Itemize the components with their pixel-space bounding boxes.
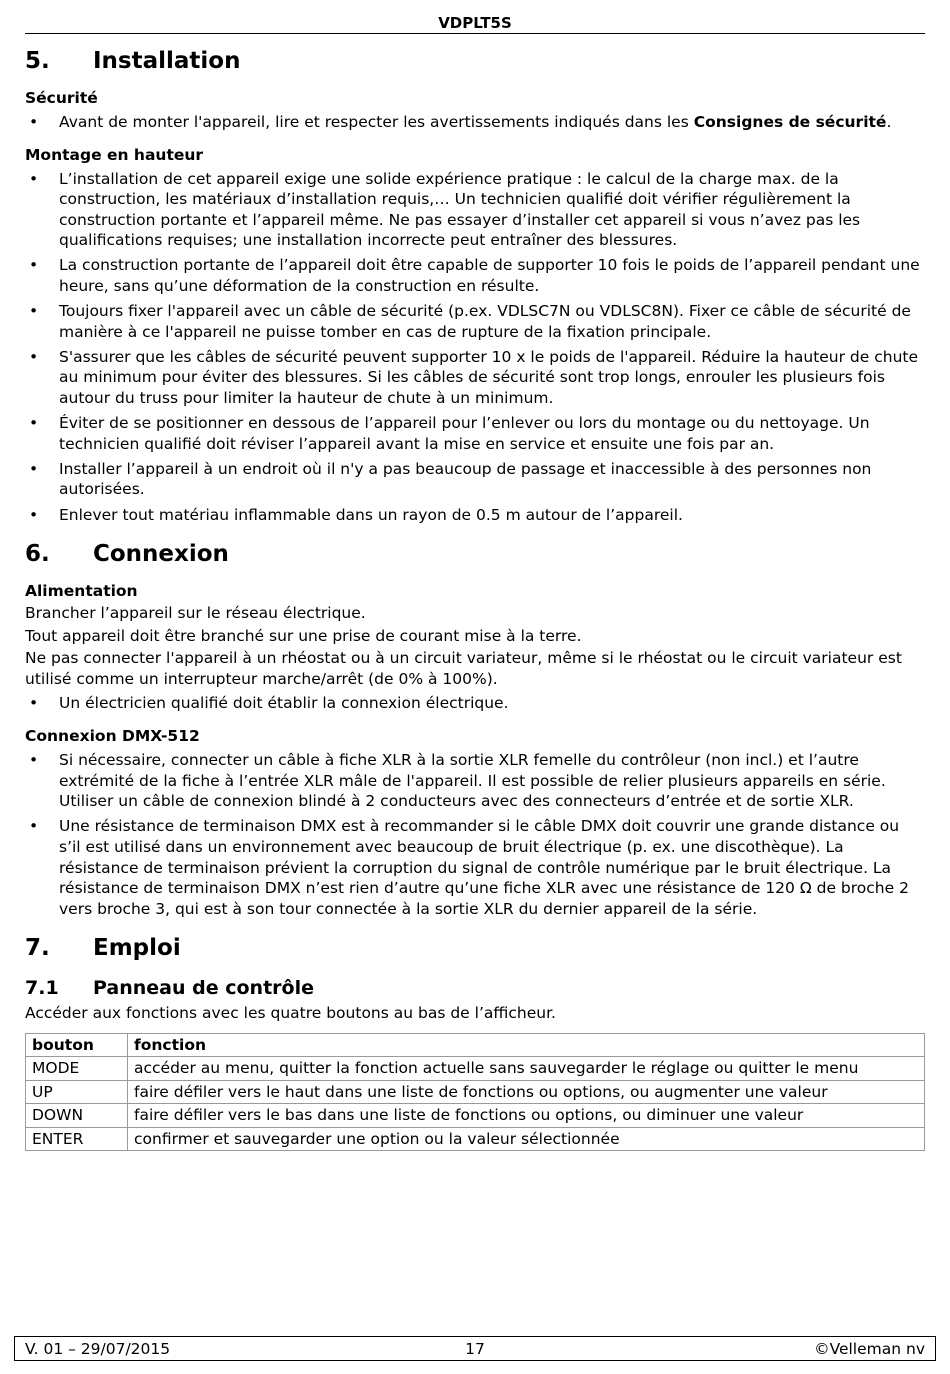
securite-list xyxy=(25,112,925,133)
subsection-title: Panneau de contrôle xyxy=(93,977,314,1000)
bullet-icon: • xyxy=(29,113,39,131)
list-item: • Si nécessaire, connecter un câble à fiche XLR à la sortie XLR femelle du contrôleur (non incl.) et l’autre extrémité de la fiche à l’entrée XLR mâle de l'appareil. Il est possible de relier plusieurs appareils en série. Utiliser un câble de connexion blindé à 2 conducteurs avec des connecteurs d’entrée et de sortie XLR. xyxy=(29,751,886,811)
section-number: 5. xyxy=(25,48,50,74)
paragraph: Brancher l’appareil sur le réseau électrique. xyxy=(25,604,366,623)
section-number: 6. xyxy=(25,541,50,568)
button-cell: ENTER xyxy=(26,1127,128,1151)
control-panel-table xyxy=(25,1033,925,1152)
section-title: Installation xyxy=(93,48,241,74)
document-model: VDPLT5S xyxy=(438,14,512,32)
list-item: • Éviter de se positionner en dessous de l’appareil pour l’enlever ou lors du montage ou du nettoyage. Un technicien qualifié doit réviser l’appareil avant la mise en service et ensuite une fois par an. xyxy=(29,414,870,453)
list-item: • Une résistance de terminaison DMX est à recommander si le câble DMX doit couvrir une grande distance ou s’il est utilisé dans un environnement avec beaucoup de bruit électrique (p. ex. une discothèque). La résistance de terminaison prévient la corruption du signal de contrôle numérique par le bruit électrique. La résistance de terminaison DMX n’est rien d’autre qu’une fiche XLR avec une résistance de 120 Ω de broche 2 vers broche 3, qui est à son tour connectée à la sortie XLR du dernier appareil de la série. xyxy=(29,817,909,918)
paragraph: Tout appareil doit être branché sur une prise de courant mise à la terre. xyxy=(25,626,582,645)
list-item: • Toujours fixer l'appareil avec un câble de sécurité (p.ex. VDLSC7N ou VDLSC8N). Fixer ce câble de sécurité de manière à ce l'appareil ne puisse tomber en cas de rupture de la fixation principale. xyxy=(29,302,911,341)
copyright: ©Velleman nv xyxy=(814,1340,925,1358)
section-7-heading xyxy=(25,931,925,965)
column-header: fonction xyxy=(128,1033,925,1057)
section-5-heading xyxy=(25,44,925,78)
paragraph: Accéder aux fonctions avec les quatre boutons au bas de l’afficheur. xyxy=(25,1004,556,1023)
paragraph: Ne pas connecter l'appareil à un rhéostat ou à un circuit variateur, même si le rhéostat ou le circuit variateur est utilisé comme un interrupteur marche/arrêt (de 0% à 100%). xyxy=(25,649,902,688)
bullet-icon: • xyxy=(29,256,39,275)
page-footer xyxy=(14,1336,936,1361)
bullet-icon: • xyxy=(29,347,39,366)
alimentation-heading: Alimentation xyxy=(25,582,138,601)
function-cell: faire défiler vers le bas dans une liste de fonctions ou options, ou diminuer une valeur xyxy=(128,1104,925,1128)
alimentation-list xyxy=(25,693,925,714)
button-cell: DOWN xyxy=(26,1104,128,1128)
column-header: bouton xyxy=(26,1033,128,1057)
bullet-icon: • xyxy=(29,169,39,188)
list-item: • Enlever tout matériau inflammable dans un rayon de 0.5 m autour de l’appareil. xyxy=(29,505,683,524)
function-cell: confirmer et sauvegarder une option ou la valeur sélectionnée xyxy=(128,1127,925,1151)
button-cell: UP xyxy=(26,1080,128,1104)
list-item: • S'assurer que les câbles de sécurité peuvent supporter 10 x le poids de l'appareil. Réduire la hauteur de chute au minimum pour éviter des blessures. Si les câbles de sécurité sont trop longs, enrouler les plusieurs fois autour du truss pour limiter la hauteur de chute à un minimum. xyxy=(29,347,919,408)
bullet-icon: • xyxy=(29,817,39,836)
bullet-icon: • xyxy=(29,505,39,524)
page-content xyxy=(25,42,925,1151)
section-title: Connexion xyxy=(93,541,229,568)
subsection-7-1-heading xyxy=(25,975,925,1001)
table-row xyxy=(26,1080,925,1104)
safety-instructions-ref: Consignes de sécurité xyxy=(693,113,887,131)
bullet-icon: • xyxy=(29,694,39,713)
bullet-icon: • xyxy=(29,459,39,478)
function-cell: faire défiler vers le haut dans une liste de fonctions ou options, ou augmenter une valeur xyxy=(128,1080,925,1104)
bullet-icon: • xyxy=(29,751,39,770)
dmx-list xyxy=(25,750,925,919)
page-header xyxy=(25,12,925,34)
montage-list xyxy=(25,169,925,526)
table-row xyxy=(26,1104,925,1128)
list-item: • La construction portante de l’appareil doit être capable de supporter 10 fois le poids de l’appareil pendant une heure, sans qu’une déformation de la construction en résulte. xyxy=(29,256,920,296)
dmx-heading: Connexion DMX-512 xyxy=(25,727,200,746)
securite-heading: Sécurité xyxy=(25,89,98,107)
bullet-icon: • xyxy=(29,302,39,321)
bullet-icon: • xyxy=(29,414,39,433)
list-item: • Un électricien qualifié doit établir la connexion électrique. xyxy=(29,694,509,713)
table-header-row xyxy=(26,1033,925,1057)
section-title: Emploi xyxy=(93,935,181,962)
section-number: 7. xyxy=(25,935,50,962)
list-item: • L’installation de cet appareil exige une solide expérience pratique : le calcul de la charge max. de la construction, les matériaux d’installation requis,… Un technicien qualifié doit vérifier régulièrement la construction portante et l’appareil même. Ne pas essayer d’installer cet appareil si vous n’avez pas les qualifications requises; une installation incorrecte peut entraîner des blessures. xyxy=(29,169,861,250)
button-cell: MODE xyxy=(26,1057,128,1081)
function-cell: accéder au menu, quitter la fonction actuelle sans sauvegarder le réglage ou quitter le menu xyxy=(128,1057,925,1081)
table-row xyxy=(26,1057,925,1081)
list-item: • Avant de monter l'appareil, lire et respecter les avertissements indiqués dans les Consignes de sécurité. xyxy=(29,113,892,131)
version-date: V. 01 – 29/07/2015 xyxy=(25,1340,171,1358)
table-row xyxy=(26,1127,925,1151)
subsection-number: 7.1 xyxy=(25,977,59,1000)
section-6-heading xyxy=(25,537,925,571)
montage-heading: Montage en hauteur xyxy=(25,145,204,164)
list-item: • Installer l’appareil à un endroit où il n'y a pas beaucoup de passage et inaccessible à des personnes non autorisées. xyxy=(29,459,872,499)
page-number: 17 xyxy=(465,1340,485,1358)
